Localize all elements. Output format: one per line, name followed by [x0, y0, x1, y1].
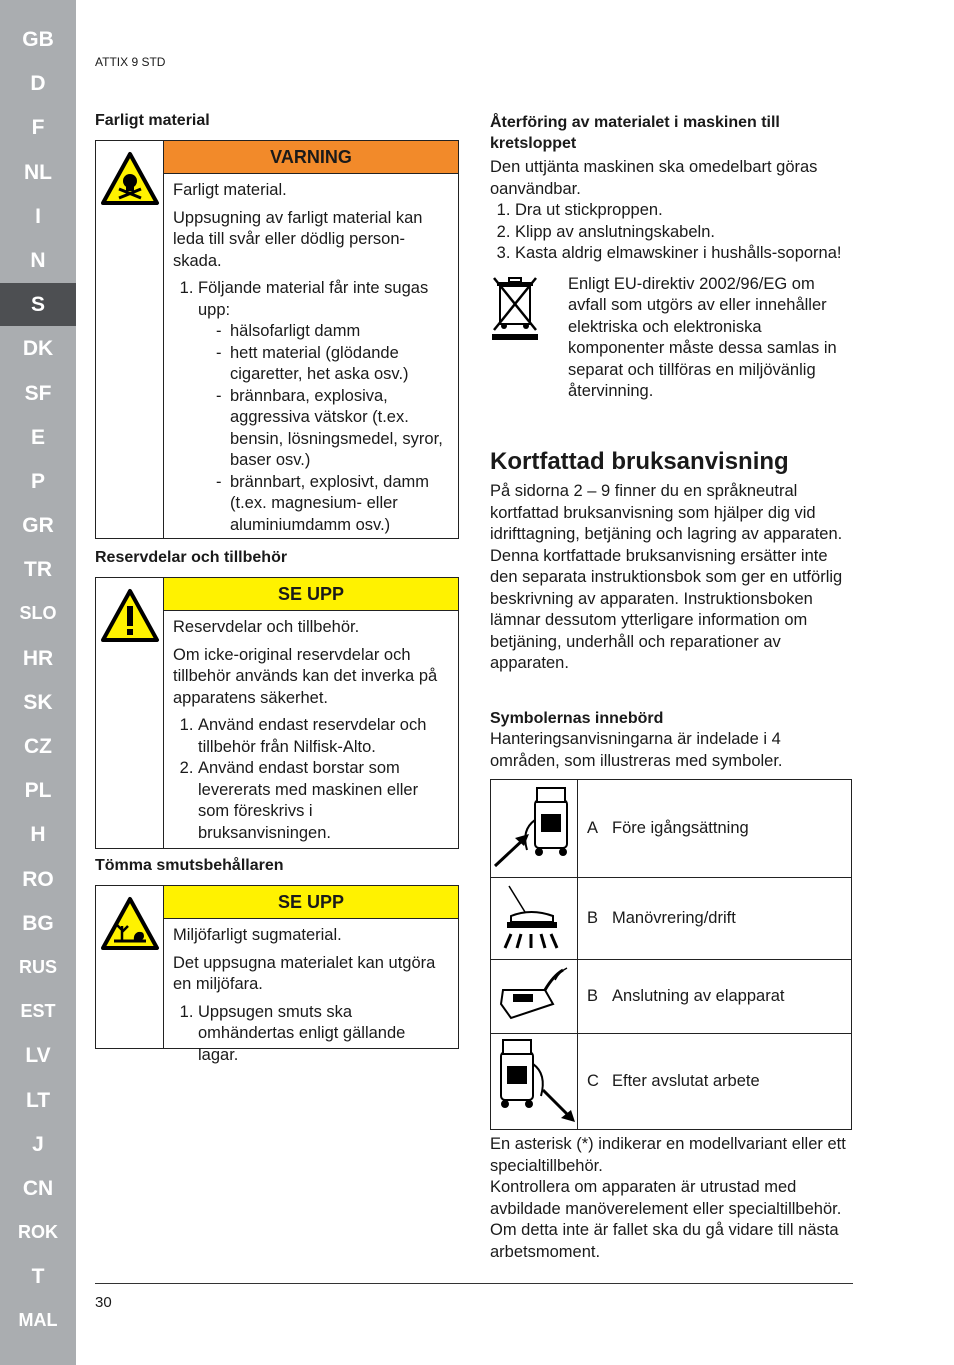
- quick-guide-text: [490, 481, 854, 675]
- vacuum-after-work-icon: [491, 1034, 577, 1124]
- list-item: 2. Använd endast borstar som levererats med maskinen eller som föreskrivs i bruksanvisningen.: [198, 758, 450, 844]
- quick-guide-title: Kortfattad bruksanvisning: [490, 448, 789, 475]
- language-tab[interactable]: PL: [0, 769, 76, 812]
- language-tab[interactable]: E: [0, 416, 76, 459]
- table-row: [491, 878, 852, 960]
- symbol-label: Efter avslutat arbete: [612, 1072, 760, 1090]
- icon-column: [96, 578, 164, 848]
- language-tab[interactable]: S: [0, 283, 76, 326]
- language-tab[interactable]: GR: [0, 504, 76, 547]
- language-tab[interactable]: SK: [0, 681, 76, 724]
- symbol-letter: C: [587, 1072, 599, 1090]
- list-item: 3. Kasta aldrig elmawskiner i hushålls-soporna!: [515, 243, 854, 265]
- symbol-cell: [491, 878, 578, 960]
- language-tab[interactable]: F: [0, 106, 76, 149]
- dash-item: - hälsofarligt damm: [216, 321, 450, 343]
- language-tab[interactable]: HR: [0, 637, 76, 680]
- power-tool-connection-icon: [491, 960, 577, 1028]
- caution-title: Miljöfarligt sugmaterial.: [173, 926, 342, 944]
- vacuum-before-start-icon: [491, 780, 577, 872]
- language-tab[interactable]: P: [0, 460, 76, 503]
- language-tab[interactable]: BG: [0, 902, 76, 945]
- language-tab[interactable]: RO: [0, 858, 76, 901]
- exclamation-warning-icon: [100, 588, 160, 644]
- caution-box-spare-parts: [95, 577, 459, 849]
- language-tab[interactable]: TR: [0, 548, 76, 591]
- language-tab[interactable]: GB: [0, 18, 76, 61]
- language-tab[interactable]: J: [0, 1123, 76, 1166]
- header-model: ATTIX 9 STD: [95, 55, 166, 69]
- caution-banner: SE UPP: [164, 886, 458, 919]
- page-number: 30: [95, 1294, 112, 1311]
- warning-box-hazardous: [95, 140, 459, 539]
- language-tab[interactable]: N: [0, 239, 76, 282]
- language-tab[interactable]: ROK: [0, 1211, 76, 1254]
- toxic-hazard-icon: [100, 151, 160, 207]
- section-heading-spare-parts: Reservdelar och tillbehör: [95, 549, 288, 566]
- dash-item: - brännbart, explosivt, damm (t.ex. magnesium- eller aluminiumdamm osv.): [216, 472, 450, 537]
- language-tab[interactable]: NL: [0, 151, 76, 194]
- symbols-heading: Symbolernas innebörd: [490, 710, 664, 727]
- language-tab[interactable]: MAL: [0, 1299, 76, 1342]
- caution-paragraph: Om icke-original reservdelar och tillbehör används kan det inverka på apparatens säkerhet.: [173, 645, 438, 707]
- dash-item: - brännbara, explosiva, aggressiva vätskor (t.ex. bensin, lösningsmedel, syror, baser osv.): [216, 386, 450, 472]
- closing-section: [490, 1134, 854, 1263]
- list-item: 1. Använd endast reservdelar och tillbehör från Nilfisk-Alto.: [198, 715, 450, 758]
- symbols-table: [490, 779, 852, 1130]
- language-tab[interactable]: LT: [0, 1079, 76, 1122]
- floor-nozzle-operation-icon: [491, 878, 577, 954]
- icon-column: [96, 886, 164, 1048]
- symbol-letter: B: [587, 987, 599, 1005]
- language-tab[interactable]: CZ: [0, 725, 76, 768]
- language-tab[interactable]: I: [0, 195, 76, 238]
- environment-hazard-icon: [100, 896, 160, 952]
- language-tab[interactable]: SF: [0, 372, 76, 415]
- caution-box-environment: [95, 885, 459, 1064]
- closing-p2: Kontrollera om apparaten är utrustad med avbildade manöverelement eller specialtillbehör. Om detta inte är fallet ska du gå vidare till nästa arbetsmoment.: [490, 1178, 842, 1261]
- symbol-letter: B: [587, 909, 599, 927]
- symbol-label: Anslutning av elapparat: [612, 987, 785, 1005]
- caution-banner: SE UPP: [164, 578, 458, 611]
- caution-title: Reservdelar och tillbehör.: [173, 618, 360, 636]
- language-tab[interactable]: SLO: [0, 592, 76, 635]
- section-heading-hazardous: Farligt material: [95, 112, 210, 129]
- language-tab[interactable]: H: [0, 813, 76, 856]
- language-tab[interactable]: EST: [0, 990, 76, 1033]
- recycling-heading: Återföring av materialet i maskinen till kretsloppet: [490, 114, 780, 152]
- dash-item: - hett material (glödande cigaretter, het aska osv.): [216, 343, 450, 386]
- language-tab[interactable]: DK: [0, 327, 76, 370]
- language-tab[interactable]: LV: [0, 1034, 76, 1077]
- weee-text: Enligt EU-direktiv 2002/96/EG om avfall som utgörs av eller innehåller elektriska och elektroniska komponenter måste dessa samlas in separat och tillföras en miljövänlig återvinning.: [568, 274, 837, 400]
- warning-banner: VARNING: [164, 141, 458, 174]
- symbol-label: Manövrering/drift: [612, 909, 736, 927]
- list-item: 1. Dra ut stickproppen.: [515, 200, 854, 222]
- symbol-cell: [491, 960, 578, 1034]
- quick-guide-p2: Denna kortfattade bruksanvisning ersätter inte den separata instruktionsbok som ger en utförlig beskrivning av apparaten. Instruktionsboken lämnar dessutom ytterligare information om betjäning, underhåll och reparationer av apparaten.: [490, 546, 843, 672]
- list-item: 2. Klipp av anslutningskabeln.: [515, 222, 854, 244]
- recycling-intro: Den uttjänta maskinen ska omedelbart göras oanvändbar.: [490, 158, 818, 198]
- list-item-text: Följande material får inte sugas upp:: [198, 279, 429, 319]
- symbols-intro: Hanteringsanvisningarna är indelade i 4 områden, som illustreras med symboler.: [490, 730, 783, 770]
- hazard-title: Farligt material.: [173, 181, 287, 199]
- footer-divider: [95, 1283, 853, 1284]
- quick-guide-p1: På sidorna 2 – 9 finner du en språkneutral kortfattad bruksanvisning som hjälper dig vid idrifttagning, betjäning och lagring av apparaten.: [490, 482, 843, 543]
- section-heading-empty-container: Tömma smutsbehållaren: [95, 857, 284, 874]
- symbol-letter: A: [587, 819, 599, 837]
- symbol-label: Före igångsättning: [612, 819, 749, 837]
- table-row: [491, 960, 852, 1034]
- icon-column: [96, 141, 164, 538]
- closing-p1: En asterisk (*) indikerar en modellvariant eller ett specialtillbehör.: [490, 1135, 846, 1175]
- language-tab[interactable]: CN: [0, 1167, 76, 1210]
- language-tab[interactable]: T: [0, 1255, 76, 1298]
- table-row: [491, 1034, 852, 1130]
- language-tab[interactable]: RUS: [0, 946, 76, 989]
- list-item: [198, 278, 450, 536]
- language-sidebar: [0, 18, 76, 1344]
- symbol-cell: [491, 780, 578, 878]
- weee-bin-icon: [490, 274, 540, 342]
- table-row: [491, 780, 852, 878]
- caution-paragraph: Det uppsugna materialet kan utgöra en miljöfara.: [173, 953, 436, 993]
- hazard-paragraph: Uppsugning av farligt material kan leda till svår eller dödlig person-skada.: [173, 208, 423, 270]
- recycling-section: [490, 112, 854, 403]
- list-item: 1. Uppsugen smuts ska omhändertas enligt gällande lagar.: [198, 1002, 450, 1067]
- symbol-cell: [491, 1034, 578, 1130]
- language-tab[interactable]: D: [0, 62, 76, 105]
- symbols-section: [490, 708, 854, 772]
